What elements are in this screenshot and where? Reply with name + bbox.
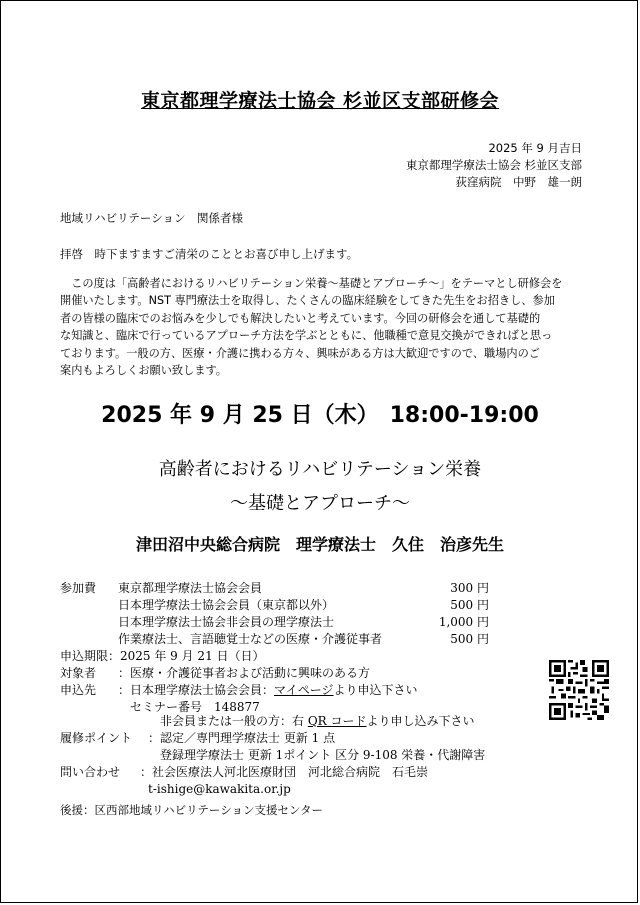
seminar-number: セミナー番号 148877	[130, 700, 260, 714]
event-datetime: 2025 年 9 月 25 日（木） 18:00-19:00	[101, 403, 539, 428]
apply-line	[160, 713, 475, 730]
fee-amount: 500 円	[450, 598, 489, 612]
intro-line: ております。一般の方、医療・介護に携わる方々、興味がある方は大歓迎ですので、職場内のご	[60, 346, 540, 360]
apply-prefix: 非会員または一般の方：右	[160, 714, 308, 728]
fee-label: 参加費	[60, 581, 97, 595]
fee-amount: 300 円	[450, 581, 489, 595]
target-text: ：医療・介護従事者および活動に興味のある方	[118, 666, 371, 680]
points-label: 履修ポイント	[60, 731, 133, 745]
points-line: ：認定／専門理学療法士 更新 1 点	[148, 731, 336, 745]
issue-date: 2025 年 9 月吉日	[488, 141, 582, 155]
contact-line: ：社会医療法人河北医療財団 河北総合病院 石毛崇	[140, 765, 429, 779]
intro-line: な知識と、臨床で行っているアプローチ方法を学ぶとともに、他職種で意見交換ができればと思っ	[60, 329, 553, 343]
intro-line: 開催いたします。NST 専門療法士を取得し、たくさんの臨床経験をしてきた先生をお招きし、参加	[60, 294, 555, 308]
fee-amount: 500 円	[450, 632, 489, 646]
fee-category: 日本理学療法士協会会員（東京都以外）	[118, 598, 335, 612]
document-title: 東京都理学療法士協会 杉並区支部研修会	[140, 90, 500, 112]
support-line: 後援：区西部地域リハビリテーション支援センター	[60, 803, 324, 817]
subject-subtitle: ～基礎とアプローチ～	[230, 493, 410, 514]
sender-name: 荻窪病院 中野 雄一朗	[455, 175, 582, 189]
intro-line: 者の皆様の臨床でのお悩みを少しでも解決したいと考えています。今回の研修会を通して基礎的	[60, 311, 541, 325]
intro-paragraph	[60, 275, 585, 379]
target-label: 対象者	[60, 666, 97, 680]
qr-code-link[interactable]: QR コード	[307, 714, 367, 728]
mypage-link[interactable]: マイページ	[274, 683, 334, 697]
contact-label: 問い合わせ	[60, 765, 121, 779]
apply-suffix: より申込下さい	[333, 683, 418, 697]
contact-email[interactable]: t-ishige@kawakita.or.jp	[148, 782, 291, 796]
fee-category: 東京都理学療法士協会会員	[118, 581, 263, 595]
deadline: 申込期限：2025 年 9 月 21 日（日）	[60, 649, 265, 663]
organizer: 東京都理学療法士協会 杉並区支部	[405, 158, 582, 172]
qr-code-icon[interactable]	[549, 660, 609, 720]
fee-category: 作業療法士、言語聴覚士などの医療・介護従事者	[118, 632, 383, 646]
addressee: 地域リハビリテーション 関係者様	[60, 211, 243, 225]
apply-line	[118, 682, 418, 699]
fee-amount: 1,000 円	[438, 615, 489, 629]
apply-label: 申込先	[60, 683, 97, 697]
lecturer: 津田沼中央総合病院 理学療法士 久住 治彦先生	[135, 535, 504, 554]
greeting: 拝啓 時下ますますご清栄のこととお喜び申し上げます。	[60, 247, 359, 261]
points-line: 登録理学療法士 更新 1ポイント 区分 9-108 栄養・代謝障害	[160, 748, 486, 762]
apply-suffix: より申し込み下さい	[366, 714, 475, 728]
intro-line: この度は「高齢者におけるリハビリテーション栄養～基礎とアプローチ～」をテーマとし研修会を	[60, 277, 563, 290]
subject-title: 高齢者におけるリハビリテーション栄養	[158, 459, 482, 480]
apply-prefix: ：日本理学療法士協会会員：	[118, 683, 275, 697]
fee-category: 日本理学療法士協会非会員の理学療法士	[118, 615, 335, 629]
intro-line: 案内もよろしくお願い致します。	[60, 364, 227, 378]
